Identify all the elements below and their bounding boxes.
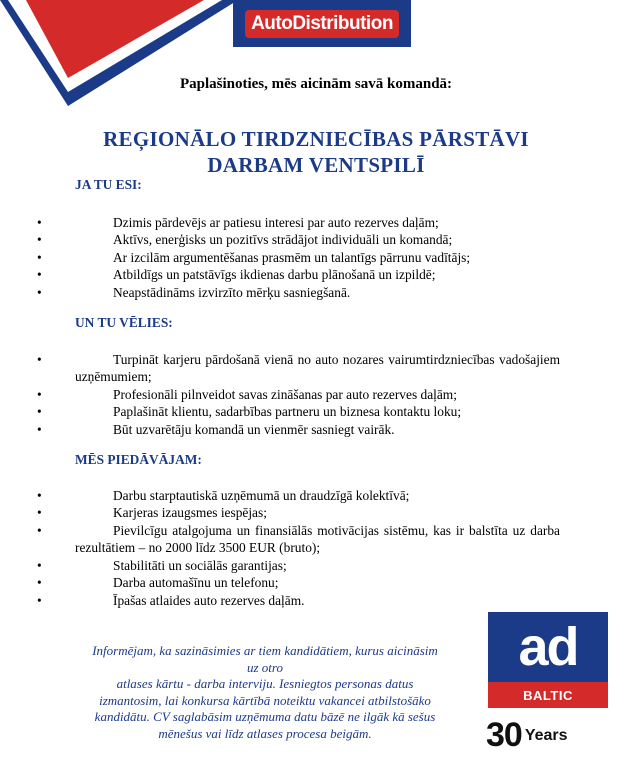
intro-text: Paplašinoties, mēs aicinām savā komandā: [179,76,453,92]
list-item: • Būt uzvarētāju komandā un vienmēr sasniegt vairāk. [75,421,560,439]
list-item: • Pievilcīgu atalgojuma un finansiālās motivācijas sistēmu, kas ir balstīta uz darba rezultātiem – no 2000 līdz 3500 EUR (bruto); [75,522,560,557]
list-item: • Profesionāli pilnveidot savas zināšanas par auto rezerves daļām; [75,386,560,404]
notice-line-1: Informējam, ka sazināsimies ar tiem kandidātiem, kurus aicināsim uz otro [92,643,438,675]
list-item: • Aktīvs, enerģisks un pozitīvs strādājot individuāli un komandā; [75,231,560,249]
corner-chevron-graphic [0,0,240,110]
requirements-list [75,214,560,302]
section-offer [75,451,560,609]
baltic-label: BALTIC [488,682,608,708]
section-requirements [75,176,560,301]
logo-text: AutoDistribution [245,10,399,38]
years-label: Years [524,726,568,744]
years-number: 30 [486,716,522,754]
job-title [0,126,632,178]
ad-baltic-logo [488,612,608,708]
list-item: • Darba automašīnu un telefonu; [75,574,560,592]
wishes-list [75,351,560,439]
job-title-line-1: REĢIONĀLO TIRDZNIECĪBAS PĀRSTĀVI [103,127,529,151]
notice-line-2: atlases kārtu - darba interviju. Iesniegtos personas datus izmantosim, lai konkursa kārtībā noteiktu vakancei atbilstošāko kandidātu. CV saglabāsim uzņēmuma datu bāzē ne ilgāk kā sešus mēnešus vai līdz atlases procesa beigām. [94,676,436,741]
autodistribution-logo [233,0,411,47]
offer-list [75,487,560,610]
list-item: • Atbildīgs un patstāvīgs ikdienas darbu plānošanā un izpildē; [75,266,560,284]
list-item: • Paplašināt klientu, sadarbības partneru un biznesa kontaktu loku; [75,403,560,421]
list-item: • Stabilitāti un sociālās garantijas; [75,557,560,575]
section-wishes [75,314,560,438]
list-item: • Darbu starptautiskā uzņēmumā un draudzīgā kolektīvā; [75,487,560,505]
job-title-line-2: DARBAM VENTSPILĪ [207,153,425,177]
section-heading: JA TU ESI: [75,177,142,192]
list-item: • Dzimis pārdevējs ar patiesu interesi par auto rezerves daļām; [75,214,560,232]
list-item: • Ar izcilām argumentēšanas prasmēm un talantīgs pārrunu vadītājs; [75,249,560,267]
ad-mark: ad [488,612,608,682]
list-item: • Turpināt karjeru pārdošanā vienā no auto nozares vairumtirdzniecības vadošajiem uzņēmumiem; [75,351,560,386]
list-item: • Karjeras izaugsmes iespējas; [75,504,560,522]
list-item: • Īpašas atlaides auto rezerves daļām. [75,592,560,610]
section-heading: UN TU VĒLIES: [75,315,173,330]
section-heading: MĒS PIEDĀVĀJAM: [75,452,202,467]
anniversary-badge [486,716,616,756]
list-item: • Neapstādināms izvirzīto mērķu sasniegšanā. [75,284,560,302]
privacy-notice [85,643,445,742]
